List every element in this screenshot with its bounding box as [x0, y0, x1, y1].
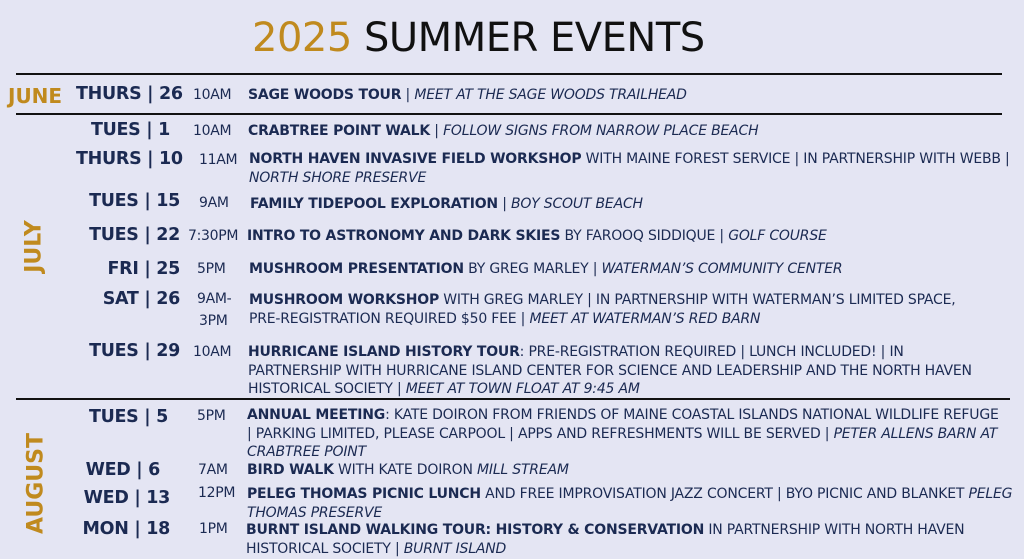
- event-day: WED | 13: [83, 488, 170, 508]
- month-label-august: AUGUST: [23, 433, 49, 534]
- event-description: [247, 227, 967, 246]
- event-details: BY GREG MARLEY |: [463, 261, 602, 277]
- event-description: [249, 150, 1013, 187]
- event-time: 5PM: [197, 408, 226, 424]
- event-name: MUSHROOM WORKSHOP: [249, 292, 440, 308]
- event-location: FOLLOW SIGNS FROM NARROW PLACE BEACH: [443, 123, 759, 139]
- event-time: 7:30PM: [188, 228, 239, 244]
- event-details: : KATE DOIRON FROM FRIENDS OF MAINE COASTAL ISLANDS NATIONAL WILDLIFE REFUGE | PARKING LIMITED, PLEASE CARPOOL | APPS AND REFRESHMENTS WILL BE SERVED |: [247, 407, 999, 442]
- event-name: HURRICANE ISLAND HISTORY TOUR: [248, 344, 520, 360]
- event-time: 11AM: [199, 152, 238, 168]
- divider-june-bottom: [16, 113, 1002, 115]
- event-name: SAGE WOODS TOUR: [248, 87, 402, 103]
- event-description: [247, 406, 999, 462]
- event-location: MEET AT WATERMAN’S RED BARN: [529, 310, 761, 327]
- event-description: [248, 343, 1000, 399]
- event-day: THURS | 26: [76, 84, 183, 104]
- event-location: BURNT ISLAND: [403, 540, 507, 557]
- event-location: PELEG THOMAS PRESERVE: [247, 486, 1013, 521]
- event-details: |: [430, 123, 444, 139]
- event-time: 7AM: [198, 462, 228, 478]
- event-location: PETER ALLENS BARN AT CRABTREE POINT: [247, 425, 998, 460]
- event-time: 10AM: [193, 123, 232, 139]
- event-day: SAT | 26: [102, 289, 180, 309]
- event-day: WED | 6: [85, 460, 160, 480]
- event-location: MEET AT TOWN FLOAT AT 9:45 AM: [405, 381, 640, 397]
- event-location: MEET AT THE SAGE WOODS TRAILHEAD: [414, 87, 687, 103]
- event-description: [250, 195, 970, 214]
- event-details: |: [401, 87, 415, 103]
- title-year: 2025: [252, 15, 352, 61]
- event-description: [247, 485, 1023, 522]
- event-details: BY FAROOQ SIDDIQUE |: [560, 228, 729, 244]
- event-name: FAMILY TIDEPOOL EXPLORATION: [250, 196, 498, 212]
- title-text: SUMMER EVENTS: [364, 15, 705, 61]
- event-name: MUSHROOM PRESENTATION: [249, 261, 464, 277]
- event-details: |: [497, 196, 511, 212]
- event-location: MILL STREAM: [477, 462, 569, 478]
- event-location: NORTH SHORE PRESERVE: [249, 169, 427, 186]
- page-title: [252, 14, 705, 62]
- event-day: TUES | 22: [89, 225, 180, 245]
- event-day: FRI | 25: [107, 259, 180, 279]
- month-label-july: JULY: [21, 220, 47, 273]
- event-name: ANNUAL MEETING: [247, 407, 386, 423]
- event-time: 5PM: [197, 261, 226, 277]
- event-time: 9AM-: [197, 291, 232, 307]
- event-location: WATERMAN’S COMMUNITY CENTER: [601, 261, 843, 277]
- event-time: 1PM: [199, 521, 228, 537]
- event-time: 9AM: [199, 195, 229, 211]
- event-day: THURS | 10: [76, 149, 183, 169]
- event-name: BURNT ISLAND WALKING TOUR: HISTORY & CONSERVATION: [246, 522, 705, 538]
- event-description: [248, 122, 968, 141]
- event-day: TUES | 29: [89, 341, 180, 361]
- event-description: [246, 521, 1006, 558]
- event-day: TUES | 1: [90, 120, 170, 140]
- event-time: 10AM: [193, 344, 232, 360]
- event-name: CRABTREE POINT WALK: [248, 123, 431, 139]
- event-name: NORTH HAVEN INVASIVE FIELD WORKSHOP: [249, 151, 582, 167]
- event-day: TUES | 15: [89, 191, 180, 211]
- event-time: 12PM: [198, 485, 236, 501]
- event-location: BOY SCOUT BEACH: [510, 196, 643, 212]
- event-description: [247, 461, 967, 480]
- event-day: TUES | 5: [88, 407, 168, 427]
- event-description: [249, 291, 989, 328]
- month-label-june: JUNE: [8, 84, 63, 108]
- event-location: GOLF COURSE: [728, 228, 827, 244]
- event-details: AND FREE IMPROVISATION JAZZ CONCERT | BYO PICNIC AND BLANKET: [480, 486, 969, 502]
- event-day: MON | 18: [82, 519, 170, 539]
- event-name: INTRO TO ASTRONOMY AND DARK SKIES: [247, 228, 561, 244]
- event-name: BIRD WALK: [247, 462, 334, 478]
- event-description: [249, 260, 969, 279]
- divider-june-top: [16, 73, 1002, 75]
- event-details: WITH MAINE FOREST SERVICE | IN PARTNERSHIP WITH WEBB |: [581, 151, 1010, 167]
- event-description: [248, 86, 948, 105]
- event-details: WITH GREG MARLEY | IN PARTNERSHIP WITH WATERMAN’S LIMITED SPACE, PRE-REGISTRATION REQUIRED $50 FEE |: [249, 292, 956, 327]
- event-details: : PRE-REGISTRATION REQUIRED | LUNCH INCLUDED! | IN PARTNERSHIP WITH HURRICANE ISLAND CENTER FOR SCIENCE AND LEADERSHIP AND THE NORTH HAVEN HISTORICAL SOCIETY |: [248, 344, 972, 397]
- event-time: 10AM: [193, 87, 232, 103]
- event-details: IN PARTNERSHIP WITH NORTH HAVEN HISTORICAL SOCIETY |: [246, 522, 965, 557]
- event-name: PELEG THOMAS PICNIC LUNCH: [247, 486, 481, 502]
- event-details: WITH KATE DOIRON: [333, 462, 478, 478]
- event-time-end: 3PM: [199, 313, 228, 329]
